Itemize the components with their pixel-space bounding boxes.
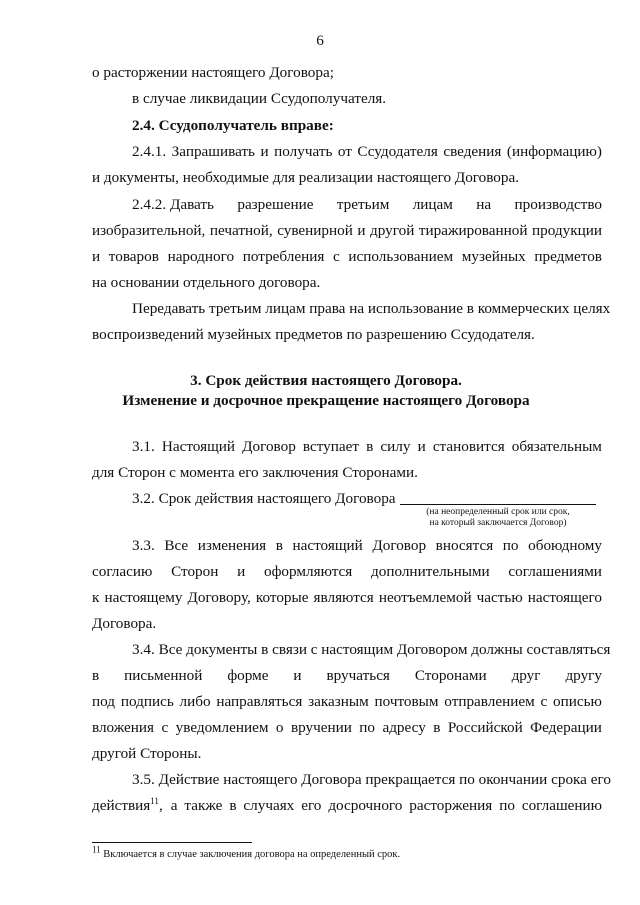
text-word: другу — [565, 667, 602, 684]
text-word: подпись — [120, 693, 174, 710]
text-line: 3.5. Действие настоящего Договора прекращается по окончании срока его — [132, 771, 611, 788]
text-words — [171, 797, 602, 815]
text-word: неотъемлемой — [378, 589, 472, 606]
text-word: от — [337, 143, 352, 160]
section-heading-3: 3. Срок действия настоящего Договора. — [190, 372, 462, 389]
text-word: отправлением — [444, 693, 535, 710]
text-word: и — [293, 667, 302, 684]
text-line — [92, 667, 602, 685]
text-word: Сторон — [171, 563, 219, 580]
text-word: либо — [179, 693, 211, 710]
text-word: и — [237, 563, 246, 580]
text-word: тиражированной — [418, 222, 528, 239]
text-word: Договор — [372, 537, 427, 554]
text-word: направляться — [216, 693, 303, 710]
text-word: Сторонами — [414, 667, 487, 684]
text-word: Договор — [242, 438, 296, 455]
text-word: в — [275, 537, 283, 554]
text-word: по — [499, 797, 515, 814]
text-word: в — [229, 797, 237, 814]
footnote-ref: 11 — [150, 795, 159, 806]
text-line: Передавать третьим лицам права на использование в коммерческих целях — [132, 300, 611, 317]
text-line — [92, 693, 602, 711]
text-line: и документы, необходимые для реализации настоящего Договора. — [92, 169, 520, 186]
text-word: продукции — [532, 222, 602, 239]
text-word: потребления — [242, 248, 325, 265]
text-word: становится — [432, 438, 505, 455]
text-word: предметов — [534, 248, 602, 265]
footnote-mark: 11 — [92, 844, 101, 855]
text-line-with-blank — [132, 490, 596, 508]
text-word: частью — [476, 589, 523, 606]
text-word: Запрашивать — [171, 143, 255, 160]
text-word: досрочного — [328, 797, 403, 814]
text-word: печатной, — [209, 222, 273, 239]
text-word: под — [92, 693, 116, 710]
text-line: для Сторон с момента его заключения Сторонами. — [92, 464, 418, 481]
text-word: согласию — [92, 563, 153, 580]
text-word: Российской — [447, 719, 523, 736]
text-line: о расторжении настоящего Договора; — [92, 64, 334, 81]
text-word: вручаться — [326, 667, 390, 684]
text-word: вложения — [92, 719, 155, 736]
text-word: народного — [167, 248, 235, 265]
text-word: которые — [255, 589, 309, 606]
section-subheading-3: Изменение и досрочное прекращение настоящего Договора — [122, 392, 530, 409]
text-word: письменной — [124, 667, 203, 684]
text-word: 2.4.2. Давать — [132, 196, 214, 213]
text-word: лицам — [412, 196, 453, 213]
text-word: производство — [514, 196, 602, 213]
footnote-text: Включается в случае заключения договора на определенный срок. — [103, 849, 401, 860]
text-line: Договора. — [92, 615, 157, 632]
text-word: почтовым — [374, 693, 439, 710]
text-word: Федерации — [530, 719, 602, 736]
text-word: соглашению — [521, 797, 602, 814]
text-word: в — [92, 667, 100, 684]
text-word: Договору, — [187, 589, 251, 606]
text-word: на — [476, 196, 492, 213]
text-word: и — [417, 438, 426, 455]
text-word: в — [366, 438, 374, 455]
text-word: соглашениями — [508, 563, 602, 580]
text-word: расторжения — [409, 797, 493, 814]
text-word: и — [92, 248, 101, 265]
text-word: вручении — [290, 719, 352, 736]
text-word: сведения — [443, 143, 502, 160]
text-word: изобразительной, — [92, 222, 206, 239]
text-word: также — [184, 797, 223, 814]
blank-hint: (на неопределенный срок или срок, — [426, 507, 570, 517]
text-line — [92, 563, 602, 581]
footnote-separator — [92, 842, 252, 843]
text-word: (информацию) — [506, 143, 602, 160]
text-line — [92, 719, 602, 737]
text-word: с — [540, 693, 548, 710]
clause-3-2-text: 3.2. Срок действия настоящего Договора — [132, 490, 396, 507]
text-word: к — [92, 589, 100, 606]
text-word: его — [301, 797, 322, 814]
text-line — [92, 589, 602, 607]
text-line: другой Стороны. — [92, 745, 202, 762]
text-word: изменения — [197, 537, 267, 554]
text-word: с — [332, 248, 340, 265]
text-word: форме — [227, 667, 269, 684]
text-line: в случае ликвидации Ссудополучателя. — [132, 90, 387, 107]
text-word: обоюдному — [528, 537, 602, 554]
text-word: разрешение — [237, 196, 314, 213]
text-word: музейных — [461, 248, 526, 265]
text-word: использованием — [348, 248, 454, 265]
text-word: адресу — [382, 719, 426, 736]
text-word: являются — [313, 589, 374, 606]
text-line: 3.4. Все документы в связи с настоящим Договором должны составляться — [132, 641, 611, 658]
text-line — [132, 143, 602, 161]
footnote — [92, 844, 401, 861]
text-word: товаров — [108, 248, 159, 265]
text-word: и — [357, 222, 366, 239]
text-line: на основании отдельного договора. — [92, 274, 321, 291]
text-word: настоящего — [527, 589, 602, 606]
text-word: описью — [553, 693, 602, 710]
text-word: силу — [380, 438, 411, 455]
text-word: 2.4.1. — [132, 143, 167, 160]
text-word: получать — [274, 143, 333, 160]
text-word: о — [275, 719, 284, 736]
text-word: 3.3. — [132, 537, 155, 554]
text-word: оформляются — [264, 563, 353, 580]
text-line — [132, 438, 602, 456]
text-word: сувенирной — [277, 222, 353, 239]
text-word: вносятся — [435, 537, 494, 554]
text-word: Все — [164, 537, 189, 554]
text-word: третьим — [336, 196, 390, 213]
text-line — [132, 196, 602, 214]
text-word: в — [433, 719, 441, 736]
text-word: обязательным — [511, 438, 602, 455]
text-line — [92, 222, 602, 240]
section-heading-2-4: 2.4. Ссудополучатель вправе: — [132, 117, 334, 134]
text-word: по — [359, 719, 376, 736]
blank-hint: на который заключается Договор) — [429, 518, 567, 528]
text-word: другой — [370, 222, 415, 239]
text-word: случаях — [243, 797, 295, 814]
text-word: заказным — [308, 693, 369, 710]
text-word: Настоящий — [161, 438, 236, 455]
text-word: с — [161, 719, 169, 736]
text-word: настоящий — [292, 537, 363, 554]
text-line — [92, 248, 602, 266]
text-line — [92, 797, 602, 815]
fill-in-blank — [400, 490, 596, 505]
text-word: Ссудодателя — [357, 143, 438, 160]
text-word: уведомлением — [175, 719, 269, 736]
text-word: действия$^{11}$, — [92, 795, 163, 814]
text-word: 3.1. — [132, 438, 155, 455]
text-word: а — [170, 797, 178, 814]
text-line — [132, 537, 602, 555]
text-word: друг — [511, 667, 541, 684]
text-word: настоящему — [104, 589, 183, 606]
text-word: по — [502, 537, 519, 554]
text-word: дополнительными — [371, 563, 490, 580]
text-word: вступает — [302, 438, 360, 455]
text-line: воспроизведений музейных предметов по разрешению Ссудодателя. — [92, 326, 535, 343]
page-number: 6 — [316, 32, 324, 49]
text-word: и — [260, 143, 269, 160]
